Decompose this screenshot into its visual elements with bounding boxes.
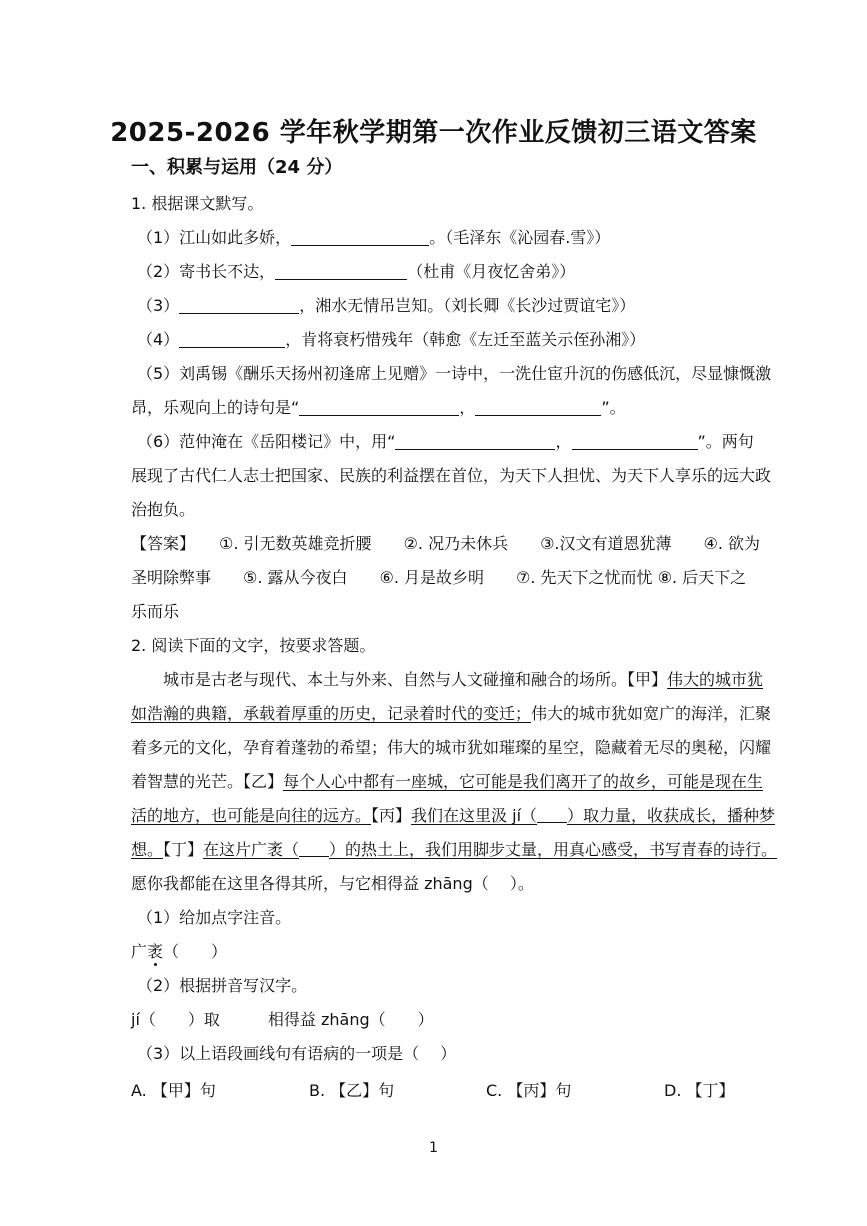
- item-text: ”。: [601, 398, 626, 417]
- pinyin-blank: [299, 842, 329, 857]
- answer-text: ①. 引无数英雄竞折腰 ②. 况乃未休兵 ③.汉文有道恩犹薄 ④. 欲为: [219, 534, 761, 553]
- q2-sub1-answer: [131, 942, 227, 962]
- item-text: ，肯将衰朽惜残年（韩愈《左迁至蓝关示侄孙湘》）: [285, 330, 646, 349]
- underlined-sentence: 在这片广袤（: [203, 840, 300, 859]
- passage-text: 伟大的城市犹如宽广的海洋，汇聚: [531, 704, 772, 723]
- q1-item-5-line2: [131, 398, 626, 418]
- passage-line-6: [131, 840, 777, 860]
- q1-item-6-line3: 治抱负。: [131, 500, 196, 519]
- item-text: 昂，乐观向上的诗句是“: [131, 398, 300, 417]
- item-text: （1）江山如此多娇，: [137, 228, 292, 247]
- q2-sub1: （1）给加点字注音。: [137, 908, 292, 927]
- answer-blank: [475, 399, 601, 416]
- q1-answer-line2: 圣明除弊事 ⑤. 露从今夜白 ⑥. 月是故乡明 ⑦. 先天下之忧而忧 ⑧. 后天下之: [131, 568, 747, 587]
- item-text: （4）: [137, 330, 180, 349]
- answer-blank: （ ）: [163, 942, 228, 961]
- underlined-sentence: ）的热土上，我们用脚步丈量，用真心感受，书写青春的诗行。: [329, 840, 778, 859]
- q1-item-6-line1: [137, 432, 754, 452]
- answer-blank: [179, 331, 285, 348]
- answer-blank: [572, 433, 698, 450]
- q2-stem: 2. 阅读下面的文字，按要求答题。: [131, 636, 376, 655]
- pinyin-blank: [537, 808, 567, 823]
- item-text: ”。两句: [697, 432, 754, 451]
- passage-line-2: [131, 704, 771, 724]
- option-d: D. 【丁】: [664, 1081, 735, 1100]
- item-text: ，: [555, 432, 572, 451]
- q1-item-1: [137, 228, 610, 248]
- underlined-sentence: 活的地方，也可能是向往的远方。: [131, 806, 372, 825]
- item-text: ，: [459, 398, 476, 417]
- underlined-sentence: 如浩瀚的典籍，承载着厚重的历史，记录着时代的变迁；: [131, 704, 532, 723]
- answer-blank: [275, 263, 407, 280]
- q1-answer-line1: [131, 534, 760, 554]
- q1-item-5-line1: （5）刘禹锡《酬乐天扬州初逢席上见赠》一诗中，一洗仕宦升沉的伤感低沉，尽显慷慨激: [137, 364, 772, 383]
- passage-text: 【丁】: [163, 840, 204, 859]
- q1-item-6-line2: 展现了古代仁人志士把国家、民族的利益摆在首位，为天下人担忧、为天下人享乐的远大政: [131, 466, 772, 485]
- answer-blank: [299, 399, 459, 416]
- answer-blank: [395, 433, 555, 450]
- q2-sub3: （3）以上语段画线句有语病的一项是（ ）: [137, 1044, 457, 1063]
- page-number: 1: [429, 1140, 438, 1156]
- document-title: 2025-2026 学年秋学期第一次作业反馈初三语文答案: [110, 118, 757, 148]
- answer-text: 广: [131, 942, 148, 961]
- passage-line-7: 愿你我都能在这里各得其所，与它相得益 zhāng（ ）。: [131, 874, 534, 893]
- q2-sub2-answer: jí（ ）取 相得益 zhāng（ ）: [131, 1010, 434, 1029]
- passage-line-4: [131, 772, 763, 792]
- passage-text: 【丙】: [371, 806, 412, 825]
- dotted-character: 袤: [147, 942, 164, 961]
- passage-text: 着智慧的光芒。【乙】: [131, 772, 284, 791]
- item-text: ，湘水无情吊岂知。（刘长卿《长沙过贾谊宅》）: [299, 296, 636, 315]
- q1-item-4: [137, 330, 645, 350]
- option-a: A. 【甲】句: [131, 1081, 216, 1100]
- underlined-sentence: 想。: [131, 840, 164, 859]
- passage-line-3: 着多元的文化，孕育着蓬勃的希望；伟大的城市犹如璀璨的星空，隐藏着无尽的奥秘，闪耀: [131, 738, 772, 757]
- answer-blank: [179, 297, 299, 314]
- underlined-sentence: 我们在这里汲 jí（: [411, 806, 538, 825]
- q1-item-2: [137, 262, 575, 282]
- q2-sub2: （2）根据拼音写汉字。: [137, 976, 308, 995]
- answer-label: 【答案】: [131, 534, 188, 553]
- q1-answer-line3: 乐而乐: [131, 602, 180, 621]
- section-heading: 一、积累与运用（24 分）: [131, 157, 343, 178]
- passage-line-1: [163, 670, 763, 690]
- underlined-sentence: 每个人心中都有一座城，它可能是我们离开了的故乡，可能是现在生: [283, 772, 764, 791]
- item-text: （3）: [137, 296, 180, 315]
- q1-item-3: [137, 296, 635, 316]
- option-b: B. 【乙】句: [309, 1081, 395, 1100]
- item-text: （杜甫《月夜忆舍弟》）: [407, 262, 576, 281]
- passage-line-5: [131, 806, 775, 826]
- option-c: C. 【丙】句: [486, 1081, 572, 1100]
- item-text: （2）寄书长不达，: [137, 262, 276, 281]
- underlined-sentence: ）取力量，收获成长，播种梦: [567, 806, 776, 825]
- item-text: （6）范仲淹在《岳阳楼记》中，用“: [137, 432, 396, 451]
- item-text: 。（毛泽东《沁园春.雪》）: [429, 228, 611, 247]
- passage-text: 城市是古老与现代、本土与外来、自然与人文碰撞和融合的场所。【甲】: [163, 670, 668, 689]
- answer-blank: [291, 229, 429, 246]
- q1-stem: 1. 根据课文默写。: [131, 194, 264, 213]
- underlined-sentence: 伟大的城市犹: [667, 670, 764, 689]
